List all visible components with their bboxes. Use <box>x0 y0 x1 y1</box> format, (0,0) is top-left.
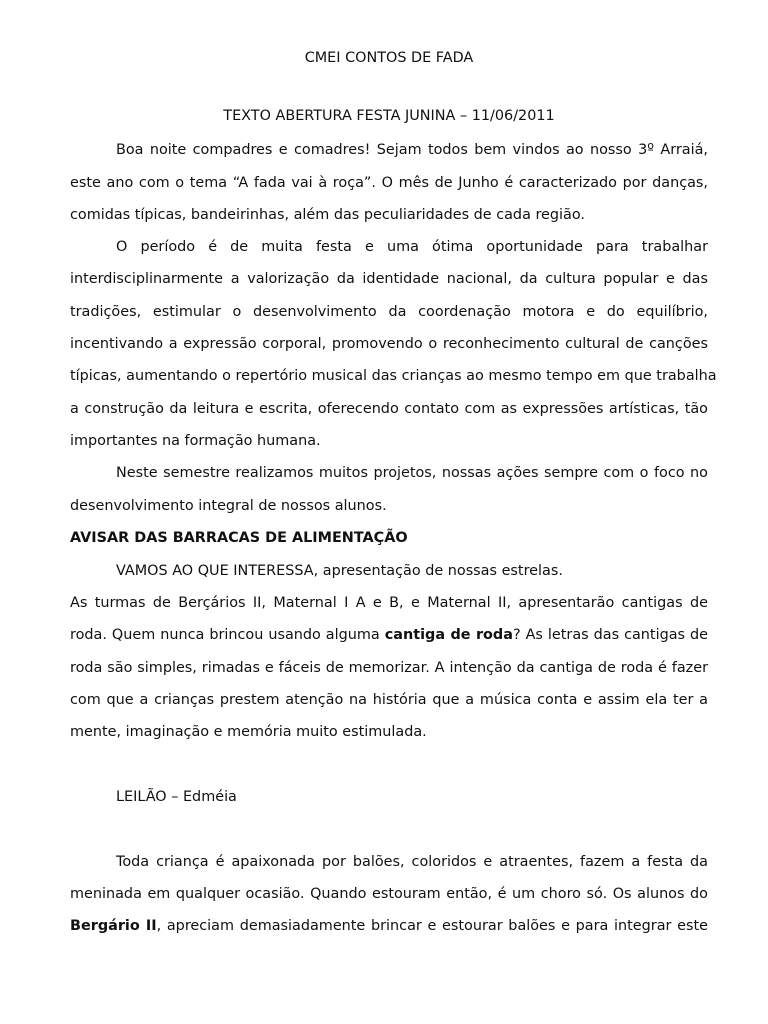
paragraph-2-line: a construção da leitura e escrita, oferecendo contato com as expressões artísticas, tão <box>70 401 708 417</box>
document-title: TEXTO ABERTURA FESTA JUNINA – 11/06/2011 <box>223 108 555 124</box>
line-text: roda. Quem nunca brincou usando alguma <box>70 627 385 643</box>
line-text: ? As letras das cantigas de <box>512 627 709 643</box>
paragraph-2-line: tradições, estimular o desenvolvimento da coordenação motora e do equilíbrio, <box>70 304 708 320</box>
school-name: CMEI CONTOS DE FADA <box>304 50 474 66</box>
paragraph-3-line: desenvolvimento integral de nossos alunos. <box>70 498 387 514</box>
paragraph-5-line: meninada em qualquer ocasião. Quando estouram então, é um choro só. Os alunos do <box>70 886 708 902</box>
paragraph-3-line: Neste semestre realizamos muitos projetos, nossas ações sempre com o foco no <box>116 465 708 481</box>
paragraph-5-line: Toda criança é apaixonada por balões, coloridos e atraentes, fazem a festa da <box>116 854 708 870</box>
food-stalls-notice: AVISAR DAS BARRACAS DE ALIMENTAÇÃO <box>70 530 408 546</box>
paragraph-2-line: interdisciplinarmente a valorização da identidade nacional, da cultura popular e das <box>70 271 708 287</box>
paragraph-2-line: importantes na formação humana. <box>70 433 321 449</box>
paragraph-4-line: VAMOS AO QUE INTERESSA, apresentação de nossas estrelas. <box>116 563 563 579</box>
paragraph-4-line: com que a crianças prestem atenção na história que a música conta e assim ela ter a <box>70 692 708 708</box>
paragraph-4-line: roda são simples, rimadas e fáceis de memorizar. A intenção da cantiga de roda é fazer <box>70 660 708 676</box>
paragraph-5-line <box>70 916 708 936</box>
paragraph-1-line: este ano com o tema “A fada vai à roça”. O mês de Junho é caracterizado por danças, <box>70 175 708 191</box>
paragraph-4-line: mente, imaginação e memória muito estimulada. <box>70 724 427 740</box>
paragraph-4-line <box>70 625 708 645</box>
paragraph-4-line: As turmas de Berçários II, Maternal I A e B, e Maternal II, apresentarão cantigas de <box>70 595 708 611</box>
bold-term: Bergário II <box>70 918 157 934</box>
bold-term: cantiga de roda <box>384 627 513 643</box>
line-text: , apreciam demasiadamente brincar e estourar balões e para integrar este <box>156 918 708 934</box>
paragraph-2-line: O período é de muita festa e uma ótima oportunidade para trabalhar <box>116 239 708 255</box>
paragraph-1-line: comidas típicas, bandeirinhas, além das peculiaridades de cada região. <box>70 207 585 223</box>
paragraph-2-line: típicas, aumentando o repertório musical das crianças ao mesmo tempo em que trabalha <box>70 368 717 384</box>
paragraph-2-line: incentivando a expressão corporal, promovendo o reconhecimento cultural de canções <box>70 336 708 352</box>
auction-heading: LEILÃO – Edméia <box>116 789 237 805</box>
paragraph-1-line: Boa noite compadres e comadres! Sejam todos bem vindos ao nosso 3º Arraiá, <box>116 142 708 158</box>
